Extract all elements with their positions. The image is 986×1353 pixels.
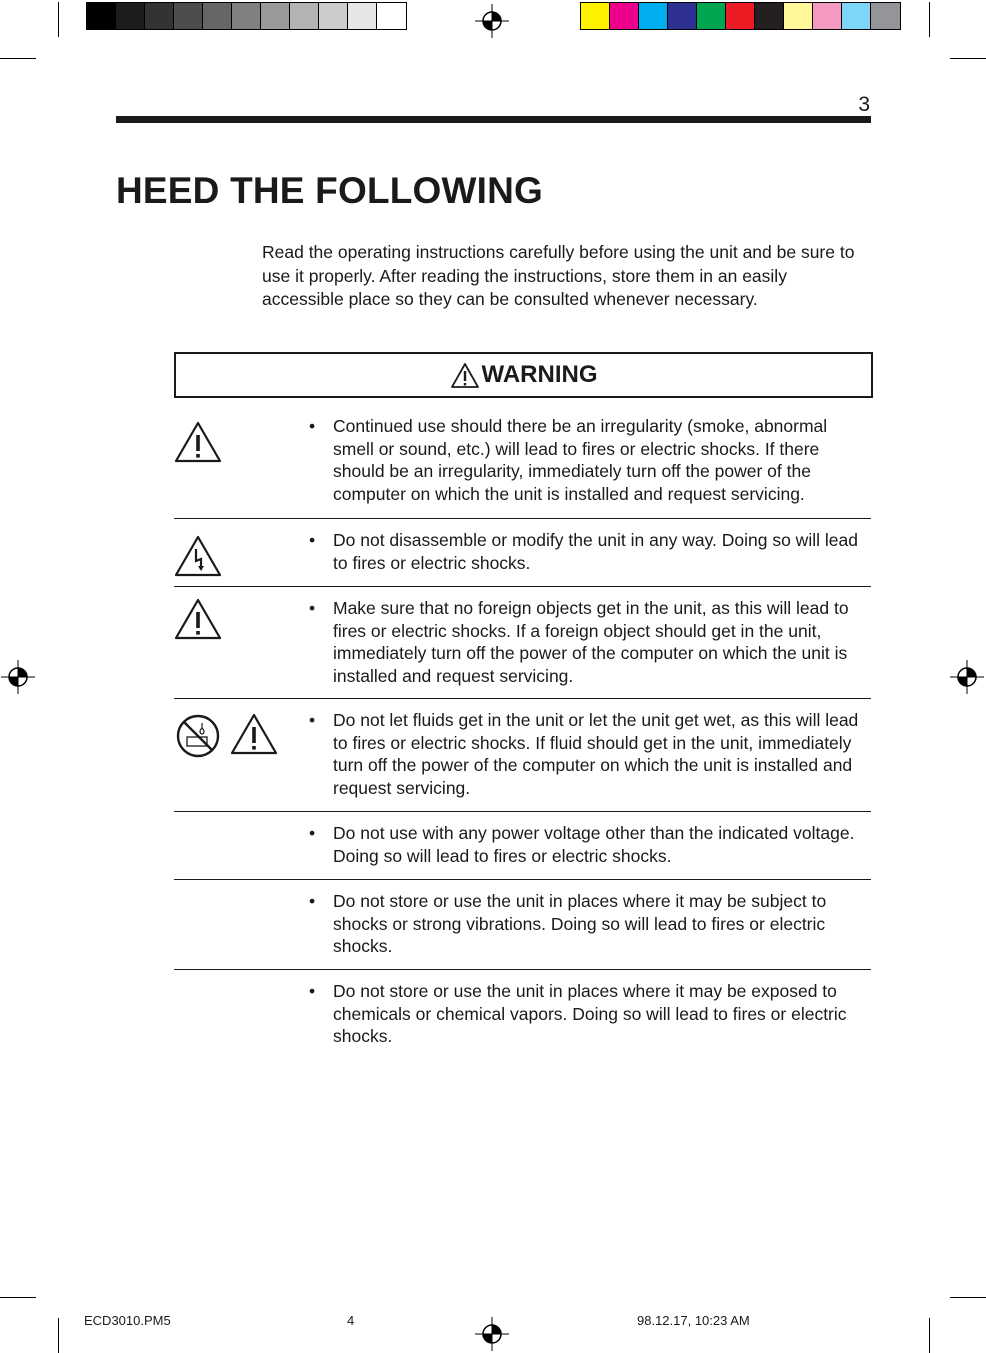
registration-mark-icon [1,660,35,694]
footer-sheet-number: 4 [347,1313,355,1328]
no-liquids-icon [175,713,221,759]
color-swatch [755,3,784,29]
caution-icon [230,713,278,755]
bullet: • [309,710,316,730]
bullet: • [309,598,316,618]
color-swatch [348,3,377,29]
bullet: • [309,530,316,550]
footer-filename: ECD3010.PM5 [84,1313,171,1328]
page-number: 3 [858,93,870,116]
footer-timestamp: 98.12.17, 10:23 AM [637,1313,750,1328]
warning-item [174,587,871,699]
warning-item-text: Do not use with any power voltage other than the indicated voltage. Doing so will lead to fires or electric shocks. [333,823,855,866]
bullet: • [309,981,316,1001]
color-swatch [697,3,726,29]
color-swatch [813,3,842,29]
warning-item-text: Make sure that no foreign objects get in the unit, as this will lead to fires or electric shocks. If a foreign object should get in the unit, immediately turn off the power of the computer on which the unit is installed and request servicing. [333,598,849,687]
crop-mark [950,1297,986,1298]
warning-item-text: Do not disassemble or modify the unit in any way. Doing so will lead to fires or electric shocks. [333,530,858,573]
warning-item [174,970,871,1060]
warning-banner [174,352,873,398]
color-swatch [116,3,145,29]
color-swatch [377,3,406,29]
color-swatch [145,3,174,29]
bullet: • [309,416,316,436]
color-swatch [842,3,871,29]
crop-mark [58,1318,59,1353]
page-title: HEED THE FOLLOWING [116,170,544,211]
color-swatch [87,3,116,29]
color-swatch [261,3,290,29]
caution-icon [450,362,480,389]
crop-mark [950,58,986,59]
color-swatch [610,3,639,29]
intro-paragraph: Read the operating instructions carefully before using the unit and be sure to use it properly. After reading the instructions, store them in an easily accessible place so they can be consulted whenever necessary. [262,242,855,309]
crop-mark [58,2,59,37]
warning-label: WARNING [481,361,598,388]
warning-item-text: Do not let fluids get in the unit or let the unit get wet, as this will lead to fires or electric shocks. If fluid should get in the unit, immediately turn off the power of the computer on which the unit is installed and request servicing. [333,710,859,799]
color-swatch [581,3,610,29]
color-swatch [203,3,232,29]
warning-item [174,880,871,970]
warning-item [174,405,871,519]
registration-mark-icon [475,4,509,38]
bullet: • [309,891,316,911]
caution-icon [174,421,222,463]
crop-mark [929,1318,930,1353]
color-swatch [871,3,900,29]
warning-item-text: Do not store or use the unit in places where it may be subject to shocks or strong vibrations. Doing so will lead to fires or electric shocks. [333,891,827,957]
registration-mark-icon [950,660,984,694]
caution-icon [174,598,222,640]
color-swatch [232,3,261,29]
color-swatch [726,3,755,29]
electric-shock-icon [174,535,222,577]
registration-mark-icon [475,1317,509,1351]
warning-item-text: Continued use should there be an irregularity (smoke, abnormal smell or sound, etc.) will lead to fires or electric shocks. If there should be an irregularity, immediately turn off the power of the computer on which the unit is installed and request servicing. [333,416,828,505]
color-swatch [290,3,319,29]
color-swatch [319,3,348,29]
crop-mark [929,2,930,37]
color-swatch [639,3,668,29]
process-color-bar [580,2,901,30]
crop-mark [0,58,36,59]
color-swatch [668,3,697,29]
grayscale-color-bar [86,2,407,30]
warning-item [174,812,871,880]
header-rule [116,116,871,123]
warning-item [174,519,871,587]
warning-item-text: Do not store or use the unit in places where it may be exposed to chemicals or chemical vapors. Doing so will lead to fires or electric shocks. [333,981,847,1047]
color-swatch [174,3,203,29]
bullet: • [309,823,316,843]
color-swatch [784,3,813,29]
crop-mark [0,1297,36,1298]
warning-item [174,699,871,812]
